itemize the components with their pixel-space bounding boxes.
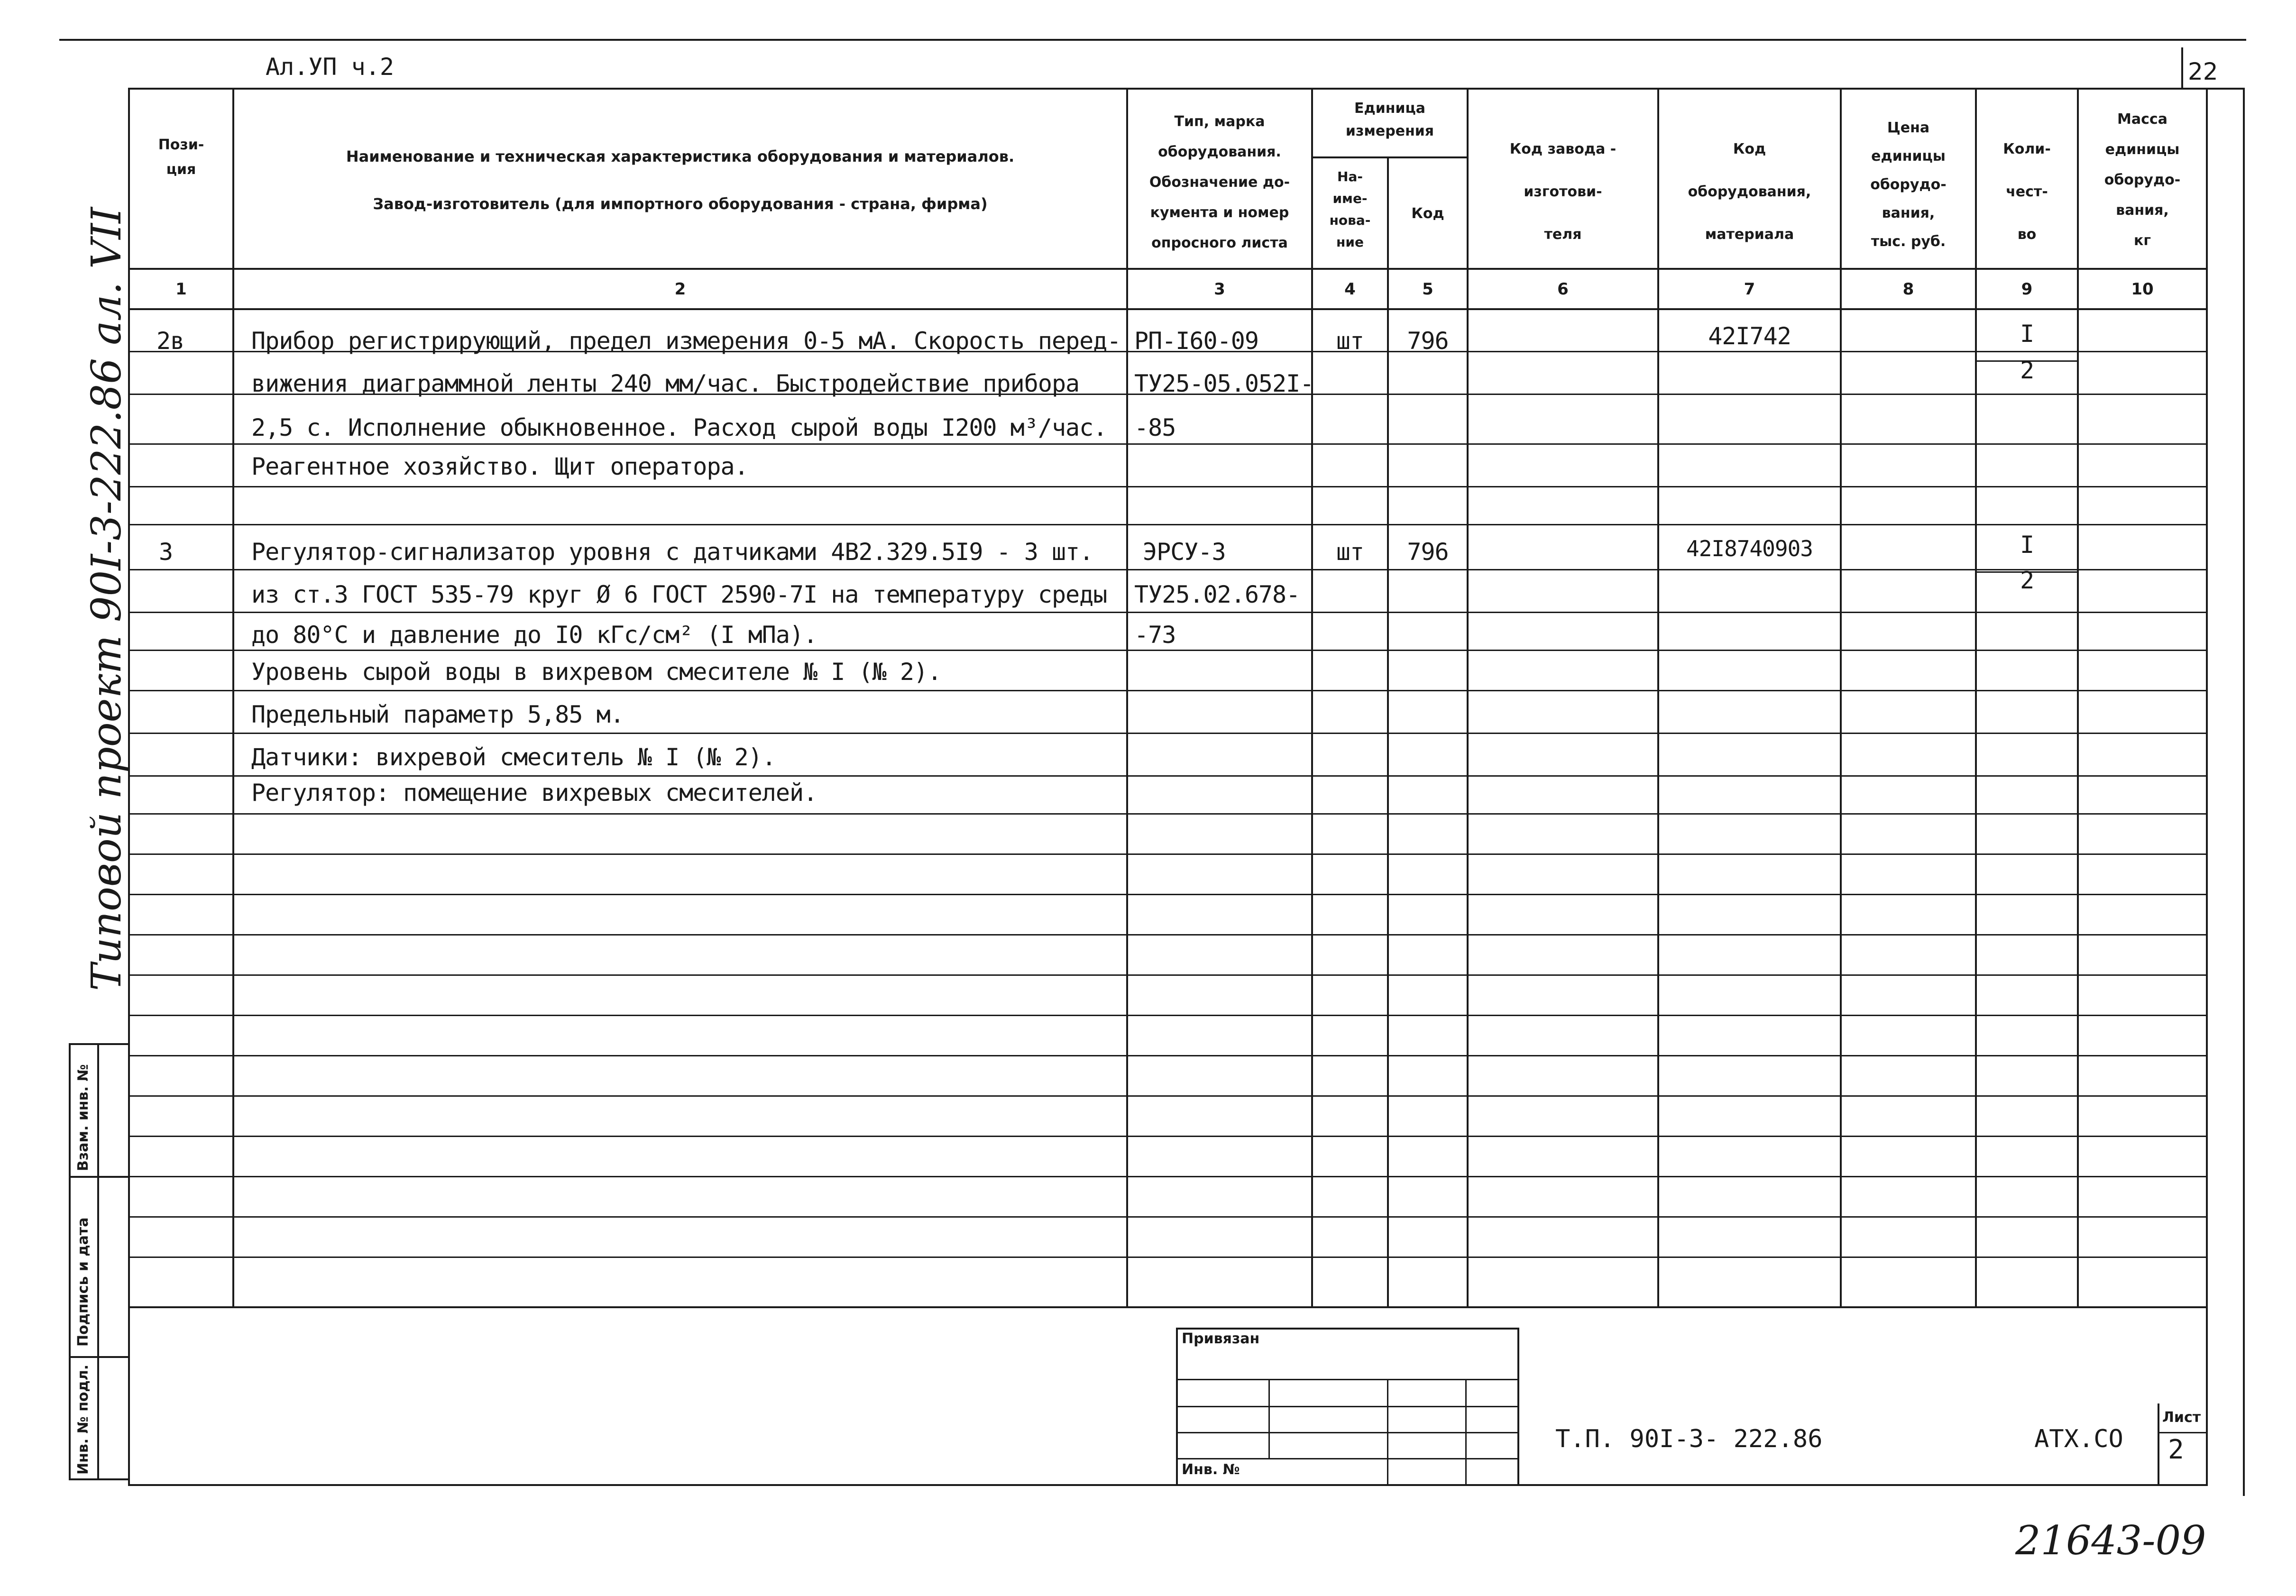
row-line	[128, 894, 2208, 895]
row-line	[128, 1176, 2208, 1177]
item-unit-code: 796	[1407, 327, 1449, 355]
row-line	[128, 486, 2208, 487]
item-description-line: Предельный параметр 5,85 м.	[251, 701, 624, 728]
row-line	[128, 1095, 2208, 1097]
attached-box-right	[1517, 1328, 1519, 1486]
row-line	[128, 733, 2208, 734]
row-line	[128, 1015, 2208, 1016]
side-stamp-left	[69, 1043, 71, 1479]
numrow-bottom	[128, 308, 2208, 310]
col-number: 6	[1557, 280, 1569, 299]
col-header-quantity: Коли- чест- во	[2003, 141, 2051, 243]
header-bottom	[128, 268, 2208, 270]
col-header-position: Пози- ция	[158, 137, 204, 178]
item-type: ТУ25-05.052I-	[1134, 370, 1314, 397]
side-stamp-top	[69, 1043, 128, 1045]
col-line-1	[232, 88, 234, 1308]
item-type: ЭРСУ-3	[1143, 538, 1226, 566]
item-description-line: Уровень сырой воды в вихревом смесителе № I (№ 2).	[251, 658, 942, 686]
row-line	[128, 1136, 2208, 1137]
frame-top	[128, 88, 2243, 90]
col-number: 4	[1344, 280, 1356, 299]
attached-box-col	[1387, 1379, 1388, 1486]
sheet-code: АТХ.СО	[2034, 1425, 2123, 1453]
col-header-price: Цена единицы оборудо- вания, тыс. руб.	[1870, 119, 1947, 250]
col-header-mass: Масса единицы оборудо- вания, кг	[2104, 111, 2181, 249]
sheet-box-div	[2158, 1432, 2206, 1433]
top-long-line	[59, 39, 2246, 41]
sheet-header: Ал.УП ч.2	[266, 53, 394, 81]
col-header-maker-code: Код завода - изготови- теля	[1509, 141, 1616, 243]
document-code: Т.П. 90I-3- 222.86	[1555, 1425, 1823, 1453]
item-unit-code: 796	[1407, 538, 1449, 566]
item-description-line: Прибор регистрирующий, предел измерения 0-5 мА. Скорость перед-	[251, 327, 1121, 355]
item-description-line: Регулятор-сигнализатор уровня с датчиками 4В2.329.5I9 - 3 шт.	[251, 538, 1093, 566]
sheet-label: Лист	[2162, 1409, 2201, 1426]
attached-box-top	[1176, 1328, 1517, 1330]
attached-label: Привязан	[1182, 1330, 1260, 1347]
row-line	[128, 569, 2208, 570]
col-number: 9	[2021, 280, 2033, 299]
col-number: 7	[1744, 280, 1755, 299]
page-number-box-left	[2181, 47, 2183, 89]
col-number: 5	[1422, 280, 1433, 299]
row-line	[128, 974, 2208, 976]
sheet-value: 2	[2168, 1434, 2184, 1465]
side-handwritten-annotation: Типовой проект 90I-3-222.86 ал. VII	[83, 207, 130, 991]
row-line	[128, 775, 2208, 777]
side-stamp-right	[97, 1043, 99, 1479]
col-header-equipment-code: Код оборудования, материала	[1688, 141, 1811, 243]
item-quantity: I	[2020, 531, 2034, 559]
attached-box-col	[1465, 1379, 1467, 1486]
col-header-unit-name: На- име- нова- ние	[1329, 169, 1371, 250]
col-number: 1	[175, 280, 187, 299]
item-type: -73	[1134, 621, 1176, 649]
side-stamp-bottom	[69, 1478, 128, 1480]
row-line	[128, 853, 2208, 855]
item-description-line: Регулятор: помещение вихревых смесителей.	[251, 779, 817, 807]
frame-right-outer	[2243, 88, 2245, 1496]
row-line	[128, 524, 2208, 525]
side-stamp-div	[69, 1356, 128, 1358]
sheet-box-left	[2158, 1403, 2159, 1486]
row-line	[128, 612, 2208, 613]
item-type: РП-I60-09	[1134, 327, 1258, 355]
item-description-line: 2,5 с. Исполнение обыкновенное. Расход сырой воды I200 м³/час.	[251, 414, 1107, 441]
item-quantity: I	[2020, 320, 2034, 348]
col-line-7	[1840, 88, 1842, 1308]
item-position: 2в	[156, 327, 184, 355]
row-line	[128, 443, 2208, 445]
page-number: 22	[2188, 58, 2218, 85]
col-line-5	[1467, 88, 1469, 1308]
col-header-unit-code: Код	[1411, 205, 1444, 222]
row-line	[128, 650, 2208, 651]
col-line-2	[1126, 88, 1128, 1308]
col-number: 3	[1214, 280, 1225, 299]
item-description-line: Реагентное хозяйство. Щит оператора.	[251, 453, 748, 480]
frame-bottom	[128, 1484, 2208, 1486]
row-line	[128, 1257, 2208, 1258]
attached-box-col	[1268, 1379, 1270, 1459]
item-unit: шт	[1336, 327, 1364, 355]
col-line-6	[1657, 88, 1659, 1308]
col-header-type: Тип, марка оборудования. Обозначение до- кумента и номер опросного листа	[1149, 113, 1290, 251]
item-equipment-code: 42I8740903	[1686, 536, 1813, 561]
side-stamp-label: Взам. инв. №	[75, 1064, 92, 1171]
row-line	[128, 1055, 2208, 1056]
item-unit: шт	[1336, 538, 1364, 566]
item-quantity: 2	[2020, 357, 2034, 384]
col-number: 8	[1902, 280, 1914, 299]
col-line-3	[1311, 88, 1313, 1308]
item-quantity: 2	[2020, 567, 2034, 594]
item-equipment-code: 42I742	[1708, 322, 1791, 350]
item-position: 3	[159, 538, 173, 566]
col-line-8	[1975, 88, 1977, 1308]
row-line	[128, 690, 2208, 691]
side-stamp-label: Подпись и дата	[75, 1217, 92, 1347]
col-header-name: Наименование и техническая характеристика оборудования и материалов. Завод-изготовитель (для импортного оборудования - страна, фирма)	[346, 147, 1015, 213]
item-type: -85	[1134, 414, 1176, 441]
footer-handwritten-number: 21643-09	[2015, 1517, 2206, 1564]
item-type: ТУ25.02.678-	[1134, 581, 1300, 608]
col-line-9	[2077, 88, 2079, 1308]
row-line	[128, 934, 2208, 936]
item-description-line: Датчики: вихревой смеситель № I (№ 2).	[251, 743, 776, 771]
item-description-line: из ст.3 ГОСТ 535-79 круг Ø 6 ГОСТ 2590-7I на температуру среды	[251, 581, 1107, 608]
col-header-unit-group: Единица измерения	[1345, 100, 1434, 139]
unit-group-divider	[1311, 156, 1469, 158]
inv-label: Инв. №	[1182, 1461, 1240, 1478]
table-bottom	[128, 1306, 2208, 1308]
side-stamp-div	[69, 1176, 128, 1178]
col-number: 2	[674, 280, 686, 299]
col-number: 10	[2131, 280, 2154, 299]
row-line	[128, 1216, 2208, 1218]
side-stamp-label: Инв. № подл.	[75, 1364, 92, 1475]
item-description-line: до 80°С и давление до I0 кГс/см² (I мПа).	[251, 621, 817, 649]
item-description-line: вижения диаграммной ленты 240 мм/час. Быстродействие прибора	[251, 370, 1080, 397]
frame-right	[2206, 88, 2208, 1486]
row-line	[128, 813, 2208, 815]
